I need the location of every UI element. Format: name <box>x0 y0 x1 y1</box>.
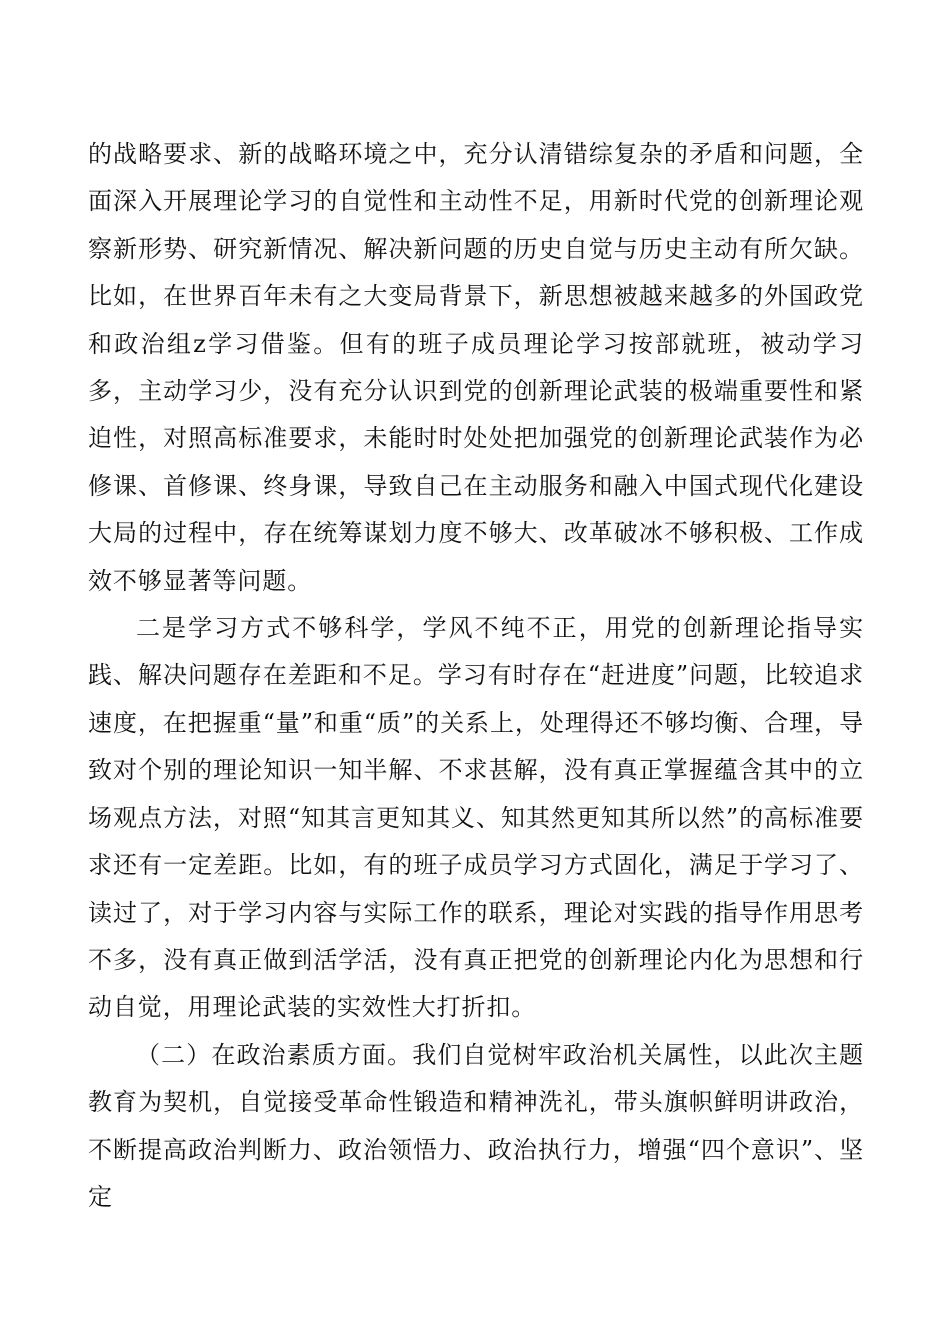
paragraph-study-method: 二是学习方式不够科学，学风不纯不正，用党的创新理论指导实践、解决问题存在差距和不足。学习有时存在“赶进度”问题，比较追求速度，在把握重“量”和重“质”的关系上，处理得还不够均衡、合理，导致对个别的理论知识一知半解、不求甚解，没有真正掌握蕴含其中的立场观点方法，对照“知其言更知其义、知其然更知其所以然”的高标准要求还有一定差距。比如，有的班子成员学习方式固化，满足于学习了、读过了，对于学习内容与实际工作的联系，理论对实践的指导作用思考不多，没有真正做到活学活，没有真正把党的创新理论内化为思想和行动自觉，用理论武装的实效性大打折扣。 <box>88 614 864 1022</box>
paragraph-political-quality: （二）在政治素质方面。我们自觉树牢政治机关属性，以此次主题教育为契机，自觉接受革命性锻造和精神洗礼，带头旗帜鲜明讲政治，不断提高政治判断力、政治领悟力、政治执行力，增强“四个意识”、坚定 <box>88 1040 864 1211</box>
document-body <box>88 131 864 1221</box>
paragraph-continuation: 的战略要求、新的战略环境之中，充分认清错综复杂的矛盾和问题，全面深入开展理论学习的自觉性和主动性不足，用新时代党的创新理论观察新形势、研究新情况、解决新问题的历史自觉与历史主动有所欠缺。比如，在世界百年未有之大变局背景下，新思想被越来越多的外国政党和政治组z学习借鉴。但有的班子成员理论学习按部就班，被动学习多，主动学习少，没有充分认识到党的创新理论武装的极端重要性和紧迫性，对照高标准要求，未能时时处处把加强党的创新理论武装作为必修课、首修课、终身课，导致自己在主动服务和融入中国式现代化建设大局的过程中，存在统筹谋划力度不够大、改革破冰不够积极、工作成效不够显著等问题。 <box>88 140 864 595</box>
